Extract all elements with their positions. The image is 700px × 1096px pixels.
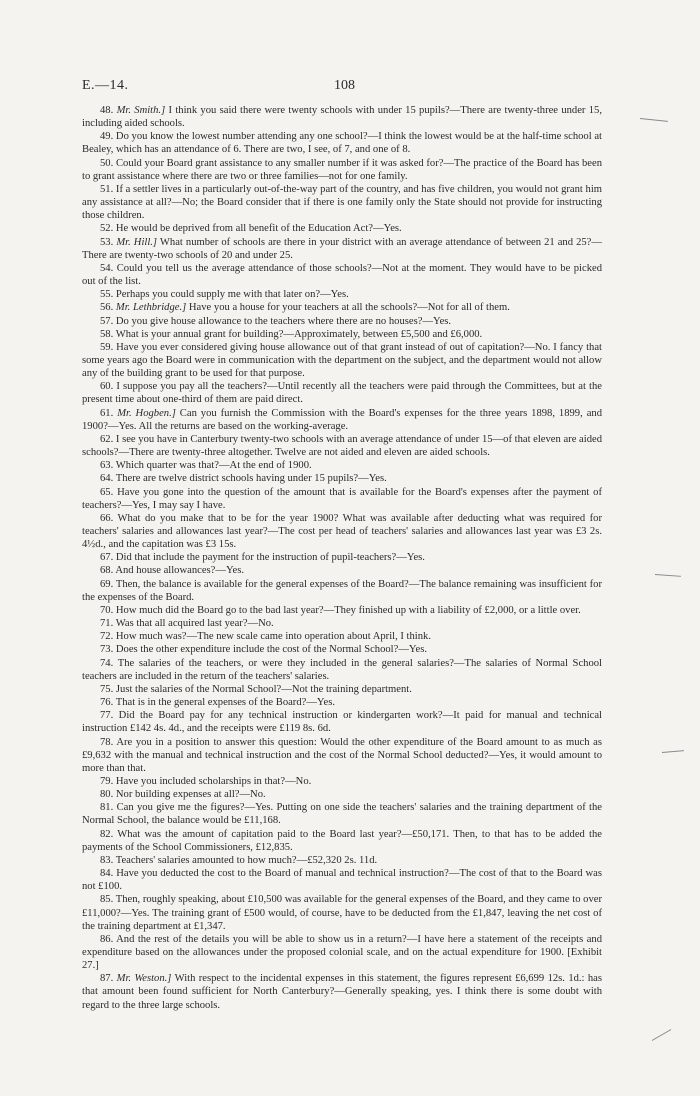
testimony-paragraph — [82, 328, 602, 341]
question-answer-text: What is your annual grant for building?—Approximately, between £5,500 and £6,000. — [115, 328, 483, 340]
testimony-body — [82, 104, 602, 1012]
testimony-paragraph — [82, 130, 602, 156]
question-number: 55. — [100, 289, 114, 301]
margin-pencil-mark — [652, 1029, 672, 1041]
question-answer-text: What do you make that to be for the year 1900? What was available after deducting what was required for teachers' salaries and allowances last year?—The cost per head of teachers' salaries and allowances last year was £3 2s. 4½d., and the capitation was £3 15s. — [82, 512, 602, 551]
question-answer-text: I think you said there were twenty schools with under 15 pupils?—There are twenty-three under 15, including aided schools. — [82, 105, 602, 130]
question-answer-text: And house allowances?—Yes. — [115, 565, 245, 577]
question-answer-text: With respect to the incidental expenses in this statement, the figures represent £6,699 12s. 1d.: has that amount been found sufficient for North Canterbury?—Generally speaking, yes. I think there is some doubt with regard to the three large schools. — [82, 973, 603, 1011]
testimony-paragraph — [82, 564, 602, 577]
testimony-paragraph — [82, 933, 602, 972]
question-answer-text: Perhaps you could supply me with that later on?—Yes. — [115, 289, 349, 301]
speaker-name: Mr. Weston.] — [116, 973, 172, 985]
page-header — [82, 78, 602, 98]
testimony-paragraph — [82, 486, 602, 512]
question-answer-text: And the rest of the details you will be able to show us in a return?—I have here a statement of the receipts and expenditure based on the allowances under the proposed colonial scale, and on the actual expenditure for 1900. [Exhibit 27.] — [82, 933, 602, 972]
question-answer-text: Have you a house for your teachers at all the schools?—Not for all of them. — [188, 302, 510, 314]
question-number: 56. — [100, 302, 114, 314]
question-answer-text: Have you ever considered giving house allowance out of that grant instead of out of capitation?—No. I fancy that some years ago the Board were in communication with the department on the subject, and the department would not allow any of the building grant to be used for that purpose. — [82, 341, 602, 380]
question-number: 51. — [100, 183, 114, 195]
testimony-paragraph — [82, 736, 602, 775]
testimony-paragraph — [82, 512, 602, 551]
question-answer-text: The salaries of the teachers, or were they included in the general salaries?—The salaries of Normal School teachers are included in the return of the teachers' salaries. — [82, 657, 602, 682]
question-number: 49. — [100, 131, 114, 143]
question-number: 62. — [100, 433, 114, 445]
question-number: 58. — [100, 328, 114, 340]
testimony-paragraph — [82, 459, 602, 472]
question-number: 66. — [100, 512, 114, 524]
question-answer-text: I see you have in Canterbury twenty-two schools with an average attendance of under 15—of that eleven are aided schools?—There are twenty-three altogether. Twelve are not aided and eleven are aided schools. — [82, 433, 602, 459]
testimony-paragraph — [82, 854, 602, 867]
question-number: 80. — [100, 789, 114, 801]
margin-pencil-mark — [640, 118, 668, 122]
page-number: 108 — [334, 78, 355, 93]
testimony-paragraph — [82, 801, 602, 827]
testimony-paragraph — [82, 222, 602, 235]
question-number: 78. — [100, 736, 114, 748]
testimony-paragraph — [82, 551, 602, 564]
question-number: 52. — [100, 223, 114, 235]
testimony-paragraph — [82, 643, 602, 656]
testimony-paragraph — [82, 157, 602, 183]
question-answer-text: Are you in a position to answer this question: Would the other expenditure of the Board amount to as much as £9,632 with the manual and technical instruction and the cost of the Normal School deducted?—Yes, it would amount to more than that. — [82, 736, 602, 774]
question-answer-text: Then, the balance is available for the general expenses of the Board?—The balance remaining was insufficient for the expenses of the Board. — [82, 578, 602, 603]
question-number: 75. — [100, 683, 114, 695]
question-answer-text: Did that include the payment for the instruction of pupil-teachers?—Yes. — [115, 552, 425, 564]
question-answer-text: How much was?—The new scale came into operation about April, I think. — [115, 631, 431, 643]
question-number: 64. — [100, 473, 114, 485]
question-number: 60. — [100, 381, 114, 393]
question-number: 57. — [100, 315, 114, 327]
testimony-paragraph — [82, 288, 602, 301]
question-answer-text: Nor building expenses at all?—No. — [115, 789, 266, 801]
question-number: 84. — [100, 868, 114, 880]
testimony-paragraph — [82, 104, 602, 130]
speaker-name: Mr. Hill.] — [116, 236, 158, 248]
question-number: 77. — [100, 710, 114, 722]
testimony-paragraph — [82, 617, 602, 630]
speaker-name: Mr. Lethbridge.] — [115, 302, 187, 314]
question-number: 72. — [100, 631, 114, 643]
question-answer-text: He would be deprived from all benefit of the Education Act?—Yes. — [115, 223, 402, 235]
question-answer-text: Teachers' salaries amounted to how much?—£52,320 2s. 11d. — [115, 854, 378, 866]
question-number: 53. — [100, 236, 114, 248]
question-number: 67. — [100, 552, 114, 564]
testimony-paragraph — [82, 709, 602, 735]
question-number: 87. — [100, 973, 114, 985]
margin-pencil-mark — [655, 574, 681, 577]
testimony-paragraph — [82, 407, 602, 433]
testimony-paragraph — [82, 341, 602, 380]
question-number: 71. — [100, 618, 114, 630]
question-number: 61. — [100, 407, 114, 419]
testimony-paragraph — [82, 236, 602, 262]
testimony-paragraph — [82, 604, 602, 617]
question-answer-text: What number of schools are there in your district with an average attendance of between 21 and 25?—There are twenty-two schools of 20 and under 25. — [82, 236, 602, 261]
question-answer-text: Did the Board pay for any technical instruction or kindergarten work?—It paid for manual and technical instruction £142 4s. 4d., and the receipts were £119 8s. 6d. — [82, 710, 602, 735]
question-answer-text: Have you gone into the question of the amount that is available for the Board's expenses after the payment of teachers?—Yes, I may say I have. — [82, 486, 602, 511]
question-number: 74. — [100, 657, 114, 669]
testimony-paragraph — [82, 683, 602, 696]
question-answer-text: Then, roughly speaking, about £10,500 was available for the general expenses of the Board, and they came to over £11,000?—Yes. The training grant of £500 would, of course, have to be deducted from the £1,847, leaving the net cost of the training department at £1,347. — [82, 894, 602, 932]
testimony-paragraph — [82, 433, 602, 459]
speaker-name: Mr. Smith.] — [116, 105, 166, 116]
testimony-paragraph — [82, 867, 602, 893]
question-number: 73. — [100, 644, 114, 656]
question-number: 82. — [100, 828, 114, 840]
question-answer-text: Which quarter was that?—At the end of 1900. — [115, 460, 312, 472]
question-answer-text: If a settler lives in a particularly out-of-the-way part of the country, and has five children, you would not grant him any assistance at all?—No; the Board consider that if there is one family only the State should not provide for instructing those children. — [82, 183, 602, 222]
question-answer-text: Could your Board grant assistance to any smaller number if it was asked for?—The practice of the Board has been to grant assistance where there are two or three families—not for one family. — [82, 157, 602, 182]
question-number: 76. — [100, 697, 114, 709]
testimony-paragraph — [82, 788, 602, 801]
testimony-paragraph — [82, 893, 602, 932]
question-answer-text: Can you furnish the Commission with the Board's expenses for the three years 1898, 1899, and 1900?—Yes. All the returns are based on the working-average. — [82, 407, 602, 432]
testimony-paragraph — [82, 301, 602, 314]
testimony-paragraph — [82, 262, 602, 288]
question-answer-text: Does the other expenditure include the cost of the Normal School?—Yes. — [115, 644, 427, 656]
question-number: 79. — [100, 775, 114, 787]
question-number: 48. — [100, 105, 114, 116]
question-answer-text: Do you give house allowance to the teachers where there are no houses?—Yes. — [115, 315, 452, 327]
question-answer-text: That is in the general expenses of the Board?—Yes. — [115, 697, 335, 709]
question-answer-text: Was that all acquired last year?—No. — [115, 618, 274, 630]
question-answer-text: Do you know the lowest number attending any one school?—I think the lowest would be at the half-time school at Bealey, which has an attendance of 6. There are two, I see, of 7, and one of 8. — [82, 131, 602, 156]
testimony-paragraph — [82, 472, 602, 485]
testimony-paragraph — [82, 380, 602, 406]
testimony-paragraph — [82, 696, 602, 709]
question-answer-text: Have you included scholarships in that?—No. — [115, 775, 312, 787]
testimony-paragraph — [82, 657, 602, 683]
testimony-paragraph — [82, 183, 602, 222]
question-number: 59. — [100, 341, 114, 353]
question-number: 70. — [100, 604, 114, 616]
question-number: 81. — [100, 802, 114, 814]
question-answer-text: Have you deducted the cost to the Board of manual and technical instruction?—The cost of that to the Board was not £100. — [82, 868, 602, 893]
testimony-paragraph — [82, 972, 602, 1011]
margin-pencil-mark — [662, 750, 684, 753]
question-number: 68. — [100, 565, 114, 577]
testimony-paragraph — [82, 828, 602, 854]
question-number: 50. — [100, 157, 114, 169]
question-answer-text: I suppose you pay all the teachers?—Until recently all the teachers were paid through the Committees, but at the present time about one-third of them are paid direct. — [82, 381, 602, 406]
question-answer-text: Can you give me the figures?—Yes. Putting on one side the teachers' salaries and the training department of the Normal School, the balance would be £11,168. — [82, 802, 602, 827]
document-reference: E.—14. — [82, 78, 129, 93]
question-number: 54. — [100, 262, 114, 274]
question-number: 86. — [100, 933, 114, 945]
question-number: 65. — [100, 486, 114, 498]
question-number: 63. — [100, 460, 114, 472]
testimony-paragraph — [82, 315, 602, 328]
question-answer-text: How much did the Board go to the bad last year?—They finished up with a liability of £2,000, or a little over. — [115, 604, 581, 616]
testimony-paragraph — [82, 578, 602, 604]
question-answer-text: Just the salaries of the Normal School?—Not the training department. — [115, 683, 412, 695]
question-number: 69. — [100, 578, 114, 590]
question-answer-text: What was the amount of capitation paid to the Board last year?—£50,171. Then, to that has to be added the payments of the School Commissioners, £12,835. — [82, 828, 602, 853]
question-answer-text: Could you tell us the average attendance of those schools?—Not at the moment. They would have to be picked out of the list. — [82, 262, 602, 288]
question-number: 83. — [100, 854, 114, 866]
testimony-paragraph — [82, 775, 602, 788]
question-number: 85. — [100, 894, 114, 906]
testimony-paragraph — [82, 630, 602, 643]
question-answer-text: There are twelve district schools having under 15 pupils?—Yes. — [115, 473, 387, 485]
speaker-name: Mr. Hogben.] — [117, 407, 176, 419]
